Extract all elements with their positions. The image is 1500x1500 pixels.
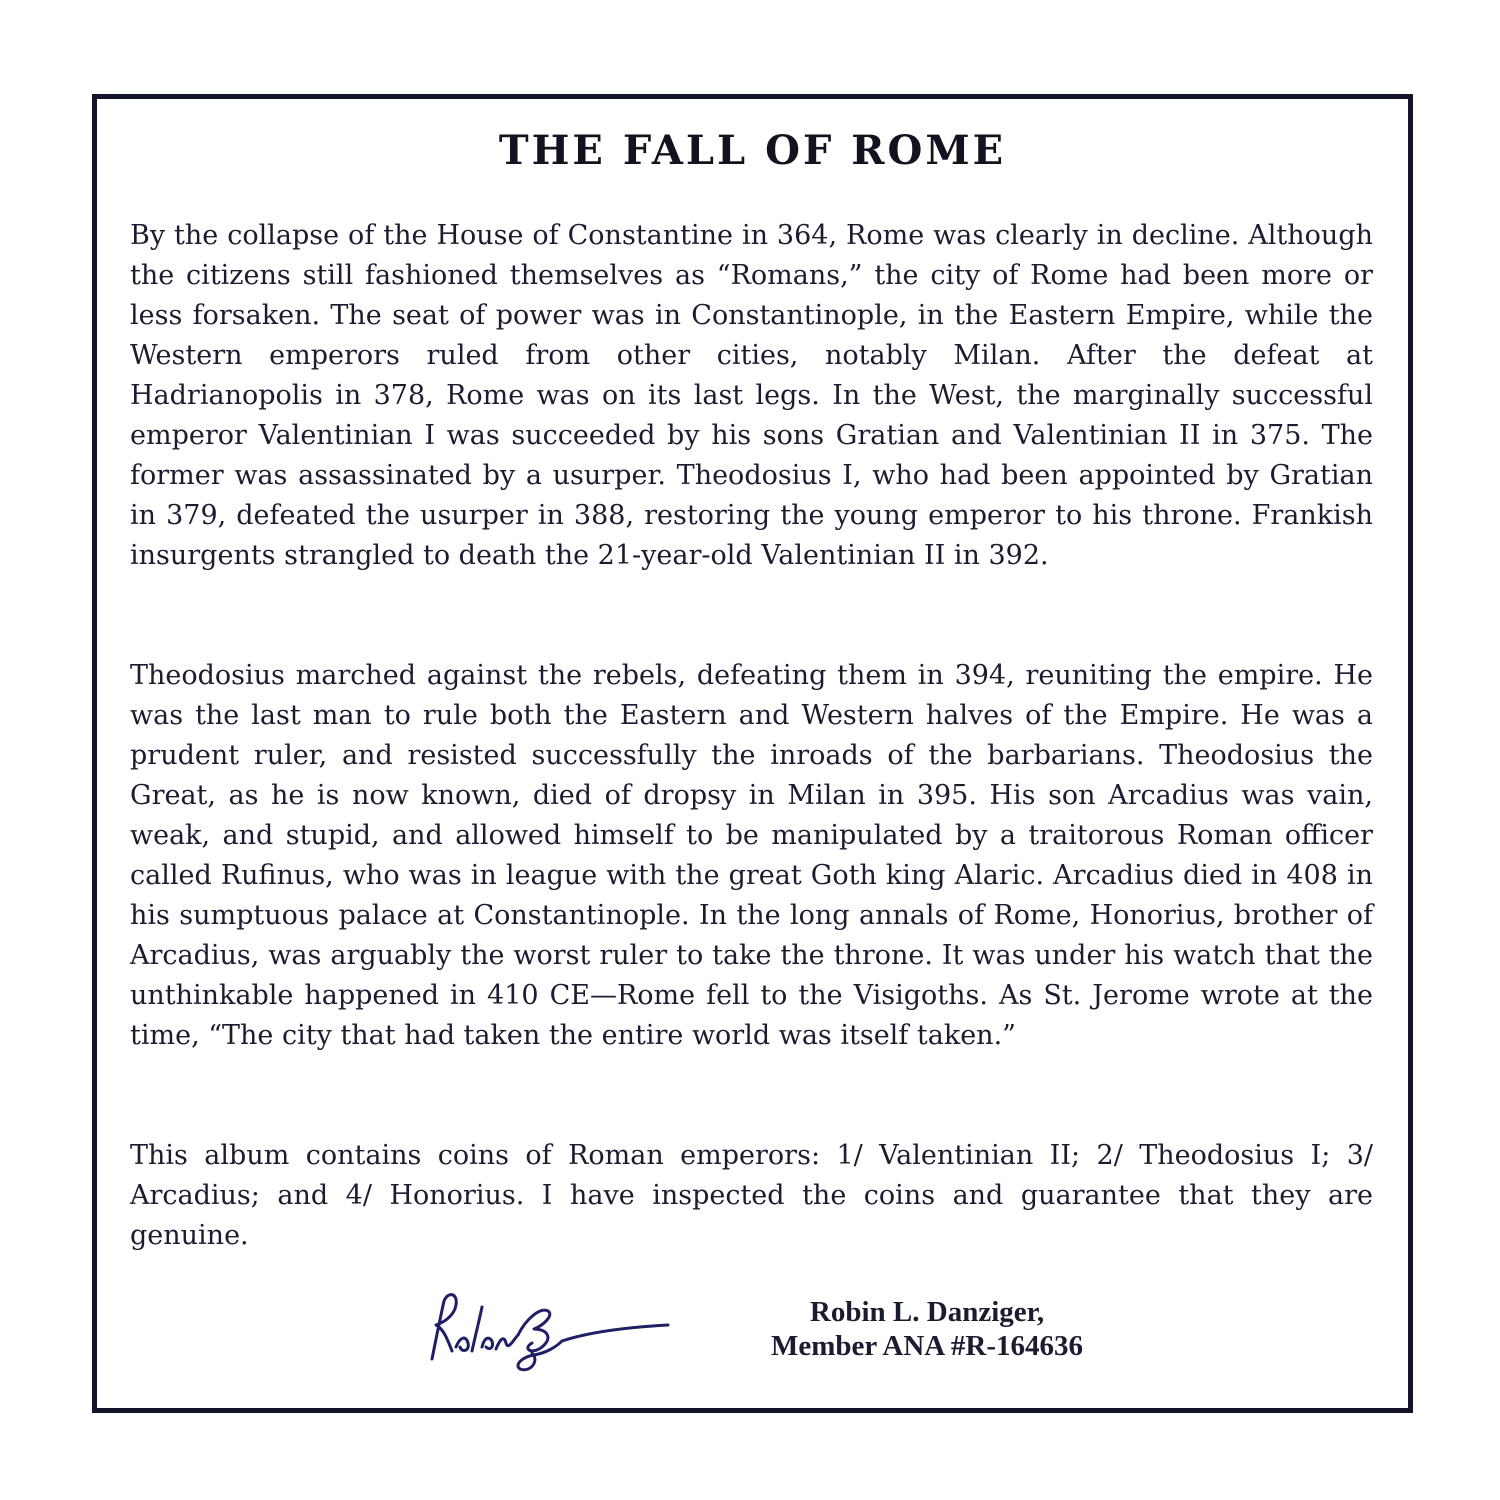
paragraph-history-decline: By the collapse of the House of Constantine in 364, Rome was clearly in decline. Although the citizens still fashioned themselves as “Romans,” the city of Rome had been more or less forsaken. The seat of power was in Constantinople, in the Eastern Empire, while the Western emperors ruled from other cities, notably Milan. After the defeat at Hadrianopolis in 378, Rome was on its last legs. In the West, the marginally successful emperor Valentinian I was succeeded by his sons Gratian and Valentinian II in 375. The former was assassinated by a usurper. Theodosius I, who had been appointed by Gratian in 379, defeated the usurper in 388, restoring the young emperor to his throne. Frankish insurgents strangled to death the 21-year-old Valentinian II in 392. [130, 220, 1373, 571]
paragraph-album-guarantee: This album contains coins of Roman emperors: 1/ Valentinian II; 2/ Theodosius I; 3/ Arcadius; and 4/ Honorius. I have inspected the coins and guarantee that they are genuine. [130, 1140, 1373, 1251]
signer-membership: Member ANA #R-164636 [771, 1330, 1083, 1362]
certificate-frame [92, 94, 1413, 1413]
page-title: THE FALL OF ROME [498, 127, 1007, 174]
paragraph-theodosius: Theodosius marched against the rebels, defeating them in 394, reuniting the empire. He was the last man to rule both the Eastern and Western halves of the Empire. He was a prudent ruler, and resisted successfully the inroads of the barbarians. Theodosius the Great, as he is now known, died of dropsy in Milan in 395. His son Arcadius was vain, weak, and stupid, and allowed himself to be manipulated by a traitorous Roman officer called Rufinus, who was in league with the great Goth king Alaric. Arcadius died in 408 in his sumptuous palace at Constantinople. In the long annals of Rome, Honorius, brother of Arcadius, was arguably the worst ruler to take the throne. It was under his watch that the unthinkable happened in 410 CE—Rome fell to the Visigoths. As St. Jerome wrote at the time, “The city that had taken the entire world was itself taken.” [130, 660, 1373, 1051]
signer-block [737, 1295, 1117, 1363]
signer-name: Robin L. Danziger, [809, 1296, 1045, 1328]
handwritten-signature [422, 1289, 672, 1379]
